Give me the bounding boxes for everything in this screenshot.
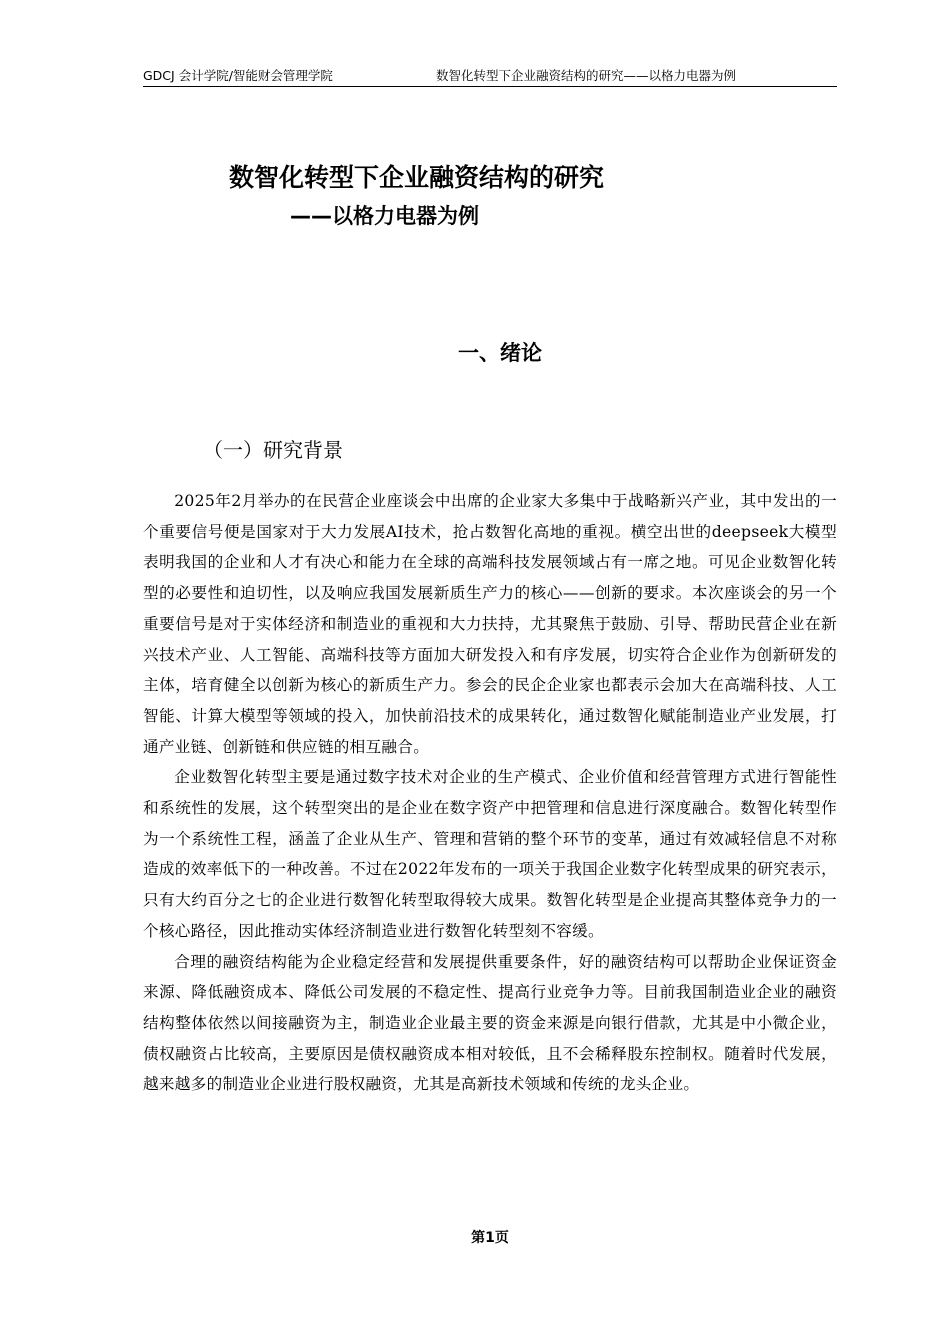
paragraph: 2025年2月举办的在民营企业座谈会中出席的企业家大多集中于战略新兴产业，其中发出的一个重要信号便是国家对于大力发展AI技术，抢占数智化高地的重视。横空出世的deepseek大模型表明我国的企业和人才有决心和能力在全球的高端科技发展领域占有一席之地。可见企业数智化转型的必要性和迫切性，以及响应我国发展新质生产力的核心——创新的要求。本次座谈会的另一个重要信号是对于实体经济和制造业的重视和大力扶持，尤其聚焦于鼓励、引导、帮助民营企业在新兴技术产业、人工智能、高端科技等方面加大研发投入和有序发展，切实符合企业作为创新研发的主体，培育健全以创新为核心的新质生产力。参会的民企企业家也都表示会加大在高端科技、人工智能、计算大模型等领域的投入，加快前沿技术的成果转化，通过数智化赋能制造业产业发展，打通产业链、创新链和供应链的相互融合。 xyxy=(143,492,837,756)
running-header xyxy=(143,66,837,87)
paper-title: 数智化转型下企业融资结构的研究 xyxy=(229,163,605,192)
header-institution: GDCJ 会计学院/智能财会管理学院 xyxy=(143,68,333,83)
header-paper-title: 数智化转型下企业融资结构的研究——以格力电器为例 xyxy=(436,68,737,83)
paragraph: 企业数智化转型主要是通过数字技术对企业的生产模式、企业价值和经营管理方式进行智能性和系统性的发展，这个转型突出的是企业在数字资产中把管理和信息进行深度融合。数智化转型作为一个系统性工程，涵盖了企业从生产、管理和营销的整个环节的变革，通过有效减轻信息不对称造成的效率低下的一种改善。不过在2022年发布的一项关于我国企业数字化转型成果的研究表示，只有大约百分之七的企业进行数智化转型取得较大成果。数智化转型是企业提高其整体竞争力的一个核心路径，因此推动实体经济制造业进行数智化转型刻不容缓。 xyxy=(143,768,837,940)
section-heading: （一）研究背景 xyxy=(203,438,343,462)
paragraph: 合理的融资结构能为企业稳定经营和发展提供重要条件，好的融资结构可以帮助企业保证资金来源、降低融资成本、降低公司发展的不稳定性、提高行业竞争力等。目前我国制造业企业的融资结构整体依然以间接融资为主，制造业企业最主要的资金来源是向银行借款，尤其是中小微企业，债权融资占比较高，主要原因是债权融资成本相对较低，且不会稀释股东控制权。随着时代发展，越来越多的制造业企业进行股权融资，尤其是高新技术领域和传统的龙头企业。 xyxy=(143,952,837,1094)
paper-subtitle: ——以格力电器为例 xyxy=(290,204,479,228)
chapter-heading: 一、绪论 xyxy=(458,341,542,365)
body-text xyxy=(143,486,837,1100)
page-number: 第1页 xyxy=(471,1230,509,1246)
